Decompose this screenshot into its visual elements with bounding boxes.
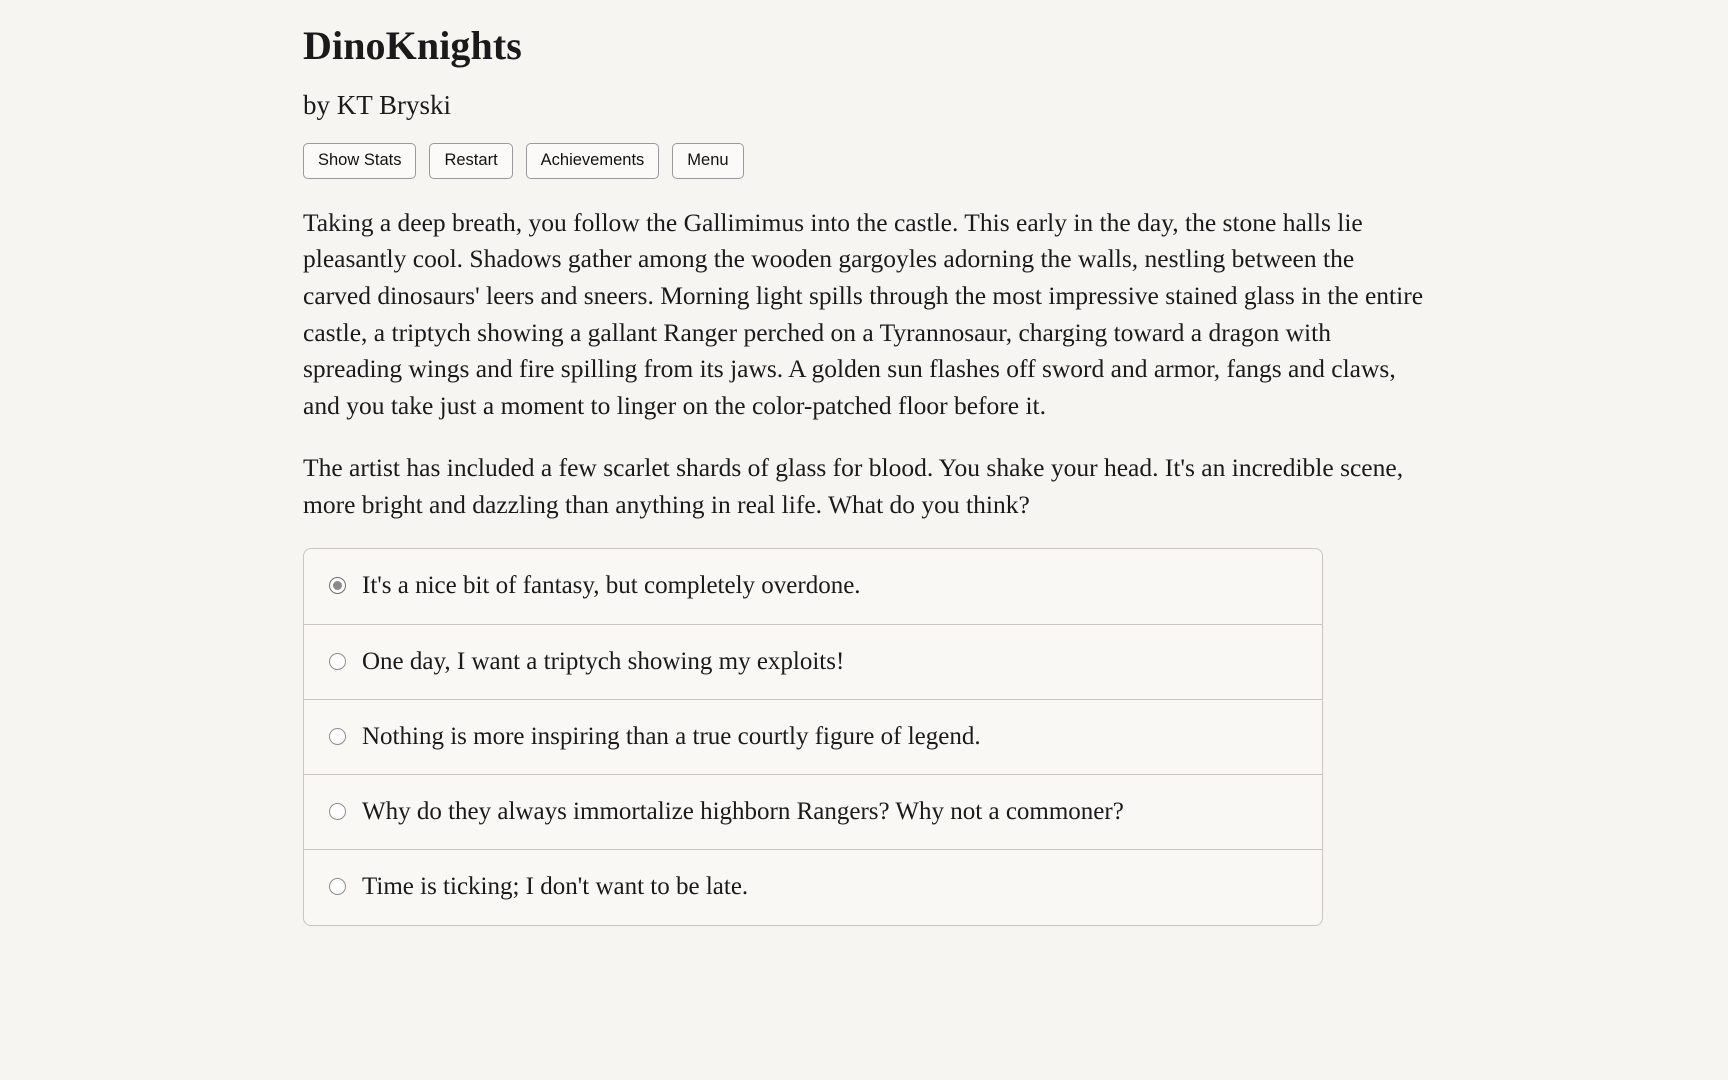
achievements-button[interactable]: Achievements xyxy=(526,143,660,179)
choice-label: One day, I want a triptych showing my exploits! xyxy=(362,647,845,675)
choice-list xyxy=(303,548,1323,925)
list-item[interactable] xyxy=(304,700,1322,775)
list-item[interactable] xyxy=(304,625,1322,700)
story-paragraph: Taking a deep breath, you follow the Gallimimus into the castle. This early in the day, the stone halls lie pleasantly cool. Shadows gather among the wooden gargoyles adorning the walls, nestling between the carved dinosaurs' leers and sneers. Morning light spills through the most impressive stained glass in the entire castle, a triptych showing a gallant Ranger perched on a Tyrannosaur, charging toward a dragon with spreading wings and fire spilling from its jaws. A golden sun flashes off sword and armor, fangs and claws, and you take just a moment to linger on the color-patched floor before it. xyxy=(303,207,1424,421)
menu-button[interactable]: Menu xyxy=(672,143,743,179)
page-title: DinoKnights xyxy=(303,23,522,68)
toolbar xyxy=(303,143,1423,179)
choice-label: It's a nice bit of fantasy, but completely overdone. xyxy=(362,572,861,600)
content-column xyxy=(303,22,1423,926)
list-item[interactable] xyxy=(304,850,1322,924)
restart-button[interactable]: Restart xyxy=(429,143,512,179)
story-paragraph: The artist has included a few scarlet shards of glass for blood. You shake your head. It's an incredible scene, more bright and dazzling than anything in real life. What do you think? xyxy=(303,452,1404,519)
choice-label: Why do they always immortalize highborn Rangers? Why not a commoner? xyxy=(362,798,1124,825)
radio-icon[interactable] xyxy=(329,728,346,745)
show-stats-button[interactable]: Show Stats xyxy=(303,143,416,179)
author-byline: by KT Bryski xyxy=(303,90,452,120)
list-item[interactable] xyxy=(304,775,1322,850)
radio-icon[interactable] xyxy=(329,878,346,895)
list-item[interactable] xyxy=(304,549,1322,624)
story-text xyxy=(303,205,1423,524)
radio-icon[interactable] xyxy=(329,653,346,670)
choice-label: Nothing is more inspiring than a true courtly figure of legend. xyxy=(362,722,981,750)
choice-label: Time is ticking; I don't want to be late. xyxy=(362,873,749,901)
radio-icon[interactable] xyxy=(329,577,346,594)
radio-icon[interactable] xyxy=(329,803,346,820)
